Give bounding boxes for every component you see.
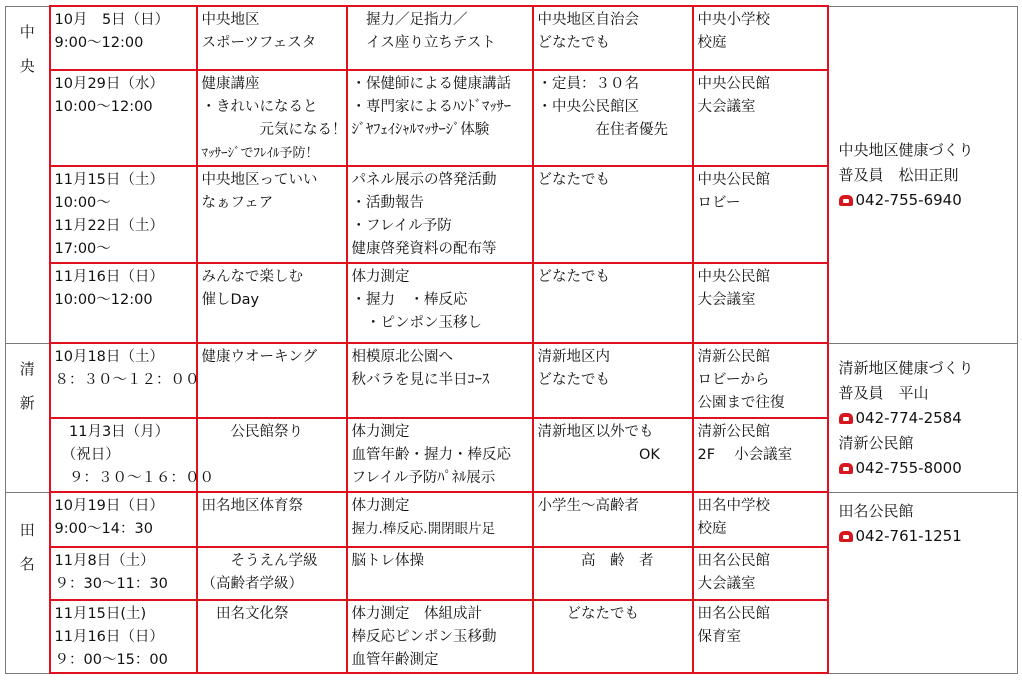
content-cell: ・保健師による健康講話 ・専門家によるﾊﾝﾄﾞﾏｯｻｰ ｼﾞﾔﾌｪｲｼｬﾙﾏｯｻｰｼﾞ体験: [347, 70, 533, 166]
content-cell: 相模原北公園へ 秋バラを見に半日ｺｰｽ: [347, 343, 533, 418]
target-cell: 高 齢 者: [533, 547, 693, 600]
event-title-cell: 公民館祭り: [197, 418, 347, 492]
place-cell: 田名公民館 大会議室: [693, 547, 828, 600]
date-cell: 11月8日（土） ９：30～11：30: [50, 547, 197, 600]
target-cell: 清新地区内 どなたでも: [533, 343, 693, 418]
phone-icon: [839, 413, 853, 424]
phone-icon: [839, 195, 853, 206]
content-cell: 握力／足指力／ イス座り立ちテスト: [347, 6, 533, 70]
date-cell: 10月29日（水） 10:00～12:00: [50, 70, 197, 166]
target-cell: どなたでも: [533, 600, 693, 673]
content-cell: 体力測定 体組成計 棒反応ピンポン玉移動 血管年齢測定: [347, 600, 533, 673]
area-name-cell: 清 新: [6, 343, 50, 492]
date-cell: 11月16日（日） 10:00～12:00: [50, 263, 197, 343]
target-cell: 中央地区自治会 どなたでも: [533, 6, 693, 70]
target-cell: どなたでも: [533, 166, 693, 263]
schedule-table: [5, 5, 1018, 674]
place-cell: 清新公民館 2F 小会議室: [693, 418, 828, 492]
event-title-cell: 田名地区体育祭: [197, 492, 347, 547]
content-cell: 体力測定 血管年齢・握力・棒反応 フレイル予防ﾊﾟﾈﾙ展示: [347, 418, 533, 492]
place-cell: 清新公民館 ロビーから 公園まで往復: [693, 343, 828, 418]
content-cell: 体力測定 握力.棒反応.開閉眼片足: [347, 492, 533, 547]
table-row: [6, 6, 1018, 70]
date-cell: 10月19日（日） 9:00～14：30: [50, 492, 197, 547]
content-cell: パネル展示の啓発活動 ・活動報告 ・フレイル予防 健康啓発資料の配布等: [347, 166, 533, 263]
event-title-cell: 中央地区 スポーツフェスタ: [197, 6, 347, 70]
target-cell: 清新地区以外でも OK: [533, 418, 693, 492]
area-name-cell: 田 名: [6, 492, 50, 673]
phone-icon: [839, 463, 853, 474]
target-cell: ・定員：３０名 ・中央公民館区 在住者優先: [533, 70, 693, 166]
table-row: [6, 492, 1018, 547]
date-cell: 11月15日（土） 10:00～ 11月22日（土） 17:00～: [50, 166, 197, 263]
contact-cell: 田名公民館 042-761-1251: [828, 492, 1018, 673]
content-cell: 脳トレ体操: [347, 547, 533, 600]
place-cell: 中央公民館 大会議室: [693, 263, 828, 343]
event-title-cell: みんなで楽しむ 催しDay: [197, 263, 347, 343]
date-cell: 10月18日（土） ８：３０～１２：００: [50, 343, 197, 418]
target-cell: 小学生～高齢者: [533, 492, 693, 547]
date-cell: 10月 5日（日） 9:00～12:00: [50, 6, 197, 70]
contact-cell: 清新地区健康づくり 普及員 平山 042-774-2584 清新公民館 042-755-8000: [828, 343, 1018, 492]
event-title-cell: 健康ウオーキング: [197, 343, 347, 418]
place-cell: 中央公民館 ロビー: [693, 166, 828, 263]
phone-icon: [839, 531, 853, 542]
date-cell: 11月3日（月） （祝日） ９：３０～１６：００: [50, 418, 197, 492]
target-cell: どなたでも: [533, 263, 693, 343]
date-cell: 11月15日(土) 11月16日（日） ９：00～15：00: [50, 600, 197, 673]
place-cell: 田名公民館 保育室: [693, 600, 828, 673]
event-title-cell: そうえん学級 （高齢者学級）: [197, 547, 347, 600]
contact-cell: 中央地区健康づくり 普及員 松田正則 042-755-6940: [828, 6, 1018, 343]
table-row: [6, 343, 1018, 418]
event-title-cell: 健康講座 ・きれいになると 元気になる！ ﾏｯｻｰｼﾞでﾌﾚｲﾙ予防！: [197, 70, 347, 166]
event-title-cell: 田名文化祭: [197, 600, 347, 673]
content-cell: 体力測定 ・握力 ・棒反応 ・ピンポン玉移し: [347, 263, 533, 343]
place-cell: 中央小学校 校庭: [693, 6, 828, 70]
place-cell: 中央公民館 大会議室: [693, 70, 828, 166]
area-name-cell: 中 央: [6, 6, 50, 343]
place-cell: 田名中学校 校庭: [693, 492, 828, 547]
event-title-cell: 中央地区っていい なぁフェア: [197, 166, 347, 263]
